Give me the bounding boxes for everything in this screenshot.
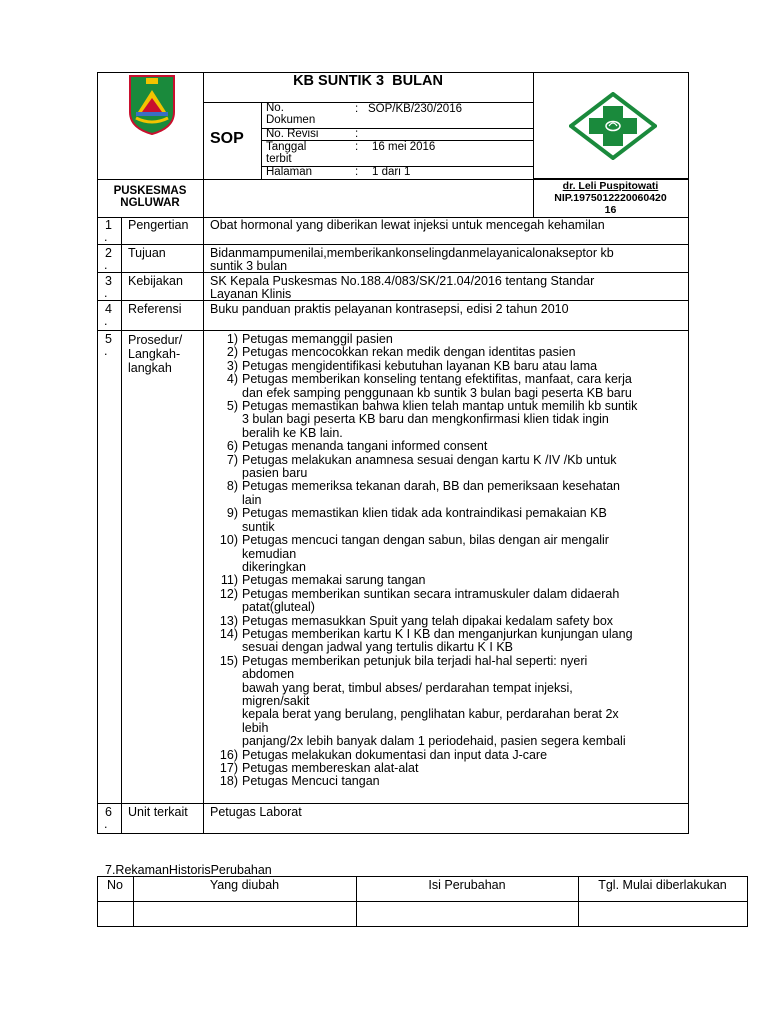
row-num: 3 [105,274,112,288]
step-number: 16) [219,747,238,762]
step-text: dikeringkan [242,559,306,574]
step-number: 7) [226,452,238,467]
step-text: kemudian [242,546,297,561]
procedure-step [210,346,690,359]
step-text: Petugas Mencuci tangan [242,774,380,789]
meta-rev-sep: : [355,128,359,140]
step-text: Petugas membereskan alat-alat [242,761,419,775]
step-text: Petugas mencuci tangan dengan sabun, bilas dengan air mengalir [242,533,609,548]
meta-doc-label: No. Dokumen [266,102,316,126]
step-number: 11) [220,573,238,588]
procedure-step [210,360,690,373]
row-label-prosedur: Prosedur/ Langkah- langkah [128,333,183,375]
procedure-step [210,749,690,762]
row-value-referensi: Buku panduan praktis pelayanan kontrasepsi, edisi 2 tahun 2010 [210,302,569,316]
step-text: Petugas memberikan konseling tentang efektifitas, manfaat, cara kerja [242,372,632,387]
step-number: 3) [226,358,238,373]
step-number: 15) [219,653,238,668]
signer-name: dr. Leli Puspitowati [562,180,659,192]
row-label-kebijakan: Kebijakan [128,274,183,288]
row-value-pengertian: Obat hormonal yang diberikan lewat injeksi untuk mencegah kehamilan [210,218,605,232]
procedure-step [210,574,690,587]
procedure-step [210,507,690,534]
document-title: KB SUNTIK 3 BULAN [293,73,443,89]
step-text: bawah yang berat, timbul abses/ perdarahan tempat injeksi, [242,680,573,695]
meta-page-value: 1 dari 1 [372,166,411,178]
row-value-unit: Petugas Laborat [210,805,302,819]
step-text: dan efek samping penggunaan kb suntik 3 bulan bagi peserta KB baru [242,385,632,400]
row-label-pengertian: Pengertian [128,218,189,232]
step-text: lebih [242,720,269,735]
row-num: 6 [105,805,112,819]
meta-page-label: Halaman [266,166,313,178]
procedure-step [210,655,690,749]
step-number: 14) [219,626,238,641]
step-text: kepala berat yang berulang, penglihatan kabur, perdarahan berat 2x [242,707,619,722]
step-text: Petugas memberikan suntikan secara intramuskuler dalam didaerah [242,586,620,601]
step-text: Petugas melakukan dokumentasi dan input data J-care [242,747,548,762]
history-col-no: No [107,878,123,892]
meta-page-sep: : [355,166,359,178]
step-text: Petugas mengidentifikasi kebutuhan layanan KB baru atau lama [242,358,598,373]
org-line2: NGLUWAR [120,197,180,209]
row-num: 5 [105,332,112,346]
row-dot: . [104,344,108,358]
signer-nip-cont: 16 [604,204,617,216]
step-text: lain [242,492,262,507]
row-dot: . [104,258,108,272]
procedure-step [210,775,690,788]
step-text: Petugas memastikan klien tidak ada kontraindikasi pemakaian KB [242,506,607,521]
step-text: pasien baru [242,466,308,481]
procedure-step [210,400,690,440]
procedure-step [210,628,690,655]
puskesmas-logo [569,92,657,160]
step-text: migren/sakit [242,693,310,708]
row-label-unit: Unit terkait [128,805,188,819]
procedure-step [210,534,690,574]
procedure-step [210,373,690,400]
step-text: Petugas memberikan kartu K I KB dan menganjurkan kunjungan ulang [242,626,633,641]
procedure-step [210,588,690,615]
history-col-date: Tgl. Mulai diberlakukan [598,878,727,892]
step-text: Petugas mencocokkan rekan medik dengan identitas pasien [242,345,576,360]
org-line1: PUSKESMAS [113,185,187,197]
row-label-tujuan: Tujuan [128,246,166,260]
meta-doc-sep: : [355,103,359,115]
step-text: Petugas melakukan anamnesa sesuai dengan kartu K /IV /Kb untuk [242,452,617,467]
procedure-step [210,615,690,628]
procedure-step [210,480,690,507]
history-col-changed: Yang diubah [209,878,280,892]
step-text: beralih ke KB lain. [242,425,343,440]
step-number: 12) [219,586,238,601]
meta-date-label: Tanggal terbit [266,141,307,165]
step-text: abdomen [242,667,295,682]
step-number: 10) [219,533,238,548]
procedure-step [210,762,690,775]
step-text: patat(gluteal) [242,600,315,615]
history-col-content: Isi Perubahan [428,878,506,892]
meta-rev-label: No. Revisi [266,128,319,140]
step-text: sesuai dengan jadwal yang tertulis dikartu K I KB [242,640,513,655]
step-text: Petugas memeriksa tekanan darah, BB dan pemeriksaan kesehatan [242,479,621,494]
step-text: 3 bulan bagi peserta KB baru dan mengkonfirmasi klien tidak ingin [242,412,609,427]
step-number: 8) [226,479,238,494]
step-number: 17) [219,761,238,775]
meta-date-sep: : [355,141,359,153]
row-num: 2 [105,246,112,260]
row-value-tujuan: Bidanmampumenilai,memberikankonselingdanmelayanicalonakseptor kb suntik 3 bulan [210,246,614,273]
row-value-kebijakan: SK Kepala Puskesmas No.188.4/083/SK/21.04/2016 tentang Standar Layanan Klinis [210,274,595,301]
signer-block [533,180,688,216]
step-text: Petugas memasukkan Spuit yang telah dipakai kedalam safety box [242,613,614,628]
procedure-step [210,333,690,346]
signer-nip: NIP.1975012220060420 [554,192,667,204]
row-dot: . [104,314,108,328]
procedure-step [210,440,690,453]
step-number: 1) [226,332,238,346]
step-text: suntik [242,519,275,534]
row-num: 1 [105,218,112,232]
step-number: 9) [226,506,238,521]
row-dot: . [104,817,108,831]
org-name [97,185,203,209]
row-dot: . [104,286,108,300]
step-number: 5) [226,399,238,414]
step-text: Petugas memberikan petunjuk bila terjadi hal-hal seperti: nyeri [242,653,588,668]
history-title: 7.RekamanHistorisPerubahan [105,863,272,877]
meta-date-value: 16 mei 2016 [372,141,436,153]
step-number: 18) [219,774,238,789]
procedure-steps [210,333,690,789]
step-number: 6) [226,439,238,454]
row-label-referensi: Referensi [128,302,182,316]
sop-label: SOP [210,130,244,147]
step-text: Petugas memastikan bahwa klien telah mantap untuk memilih kb suntik [242,399,638,414]
row-dot: . [104,230,108,244]
step-text: Petugas memanggil pasien [242,332,393,346]
regency-logo [124,72,180,136]
step-number: 4) [226,372,238,387]
row-num: 4 [105,302,112,316]
step-text: panjang/2x lebih banyak dalam 1 periodehaid, pasien segera kembali [242,734,626,749]
step-text: Petugas memakai sarung tangan [242,573,426,588]
procedure-step [210,454,690,481]
step-number: 2) [226,345,238,360]
meta-doc-value: SOP/KB/230/2016 [368,103,462,115]
step-text: Petugas menanda tangani informed consent [242,439,488,454]
step-number: 13) [219,613,238,628]
